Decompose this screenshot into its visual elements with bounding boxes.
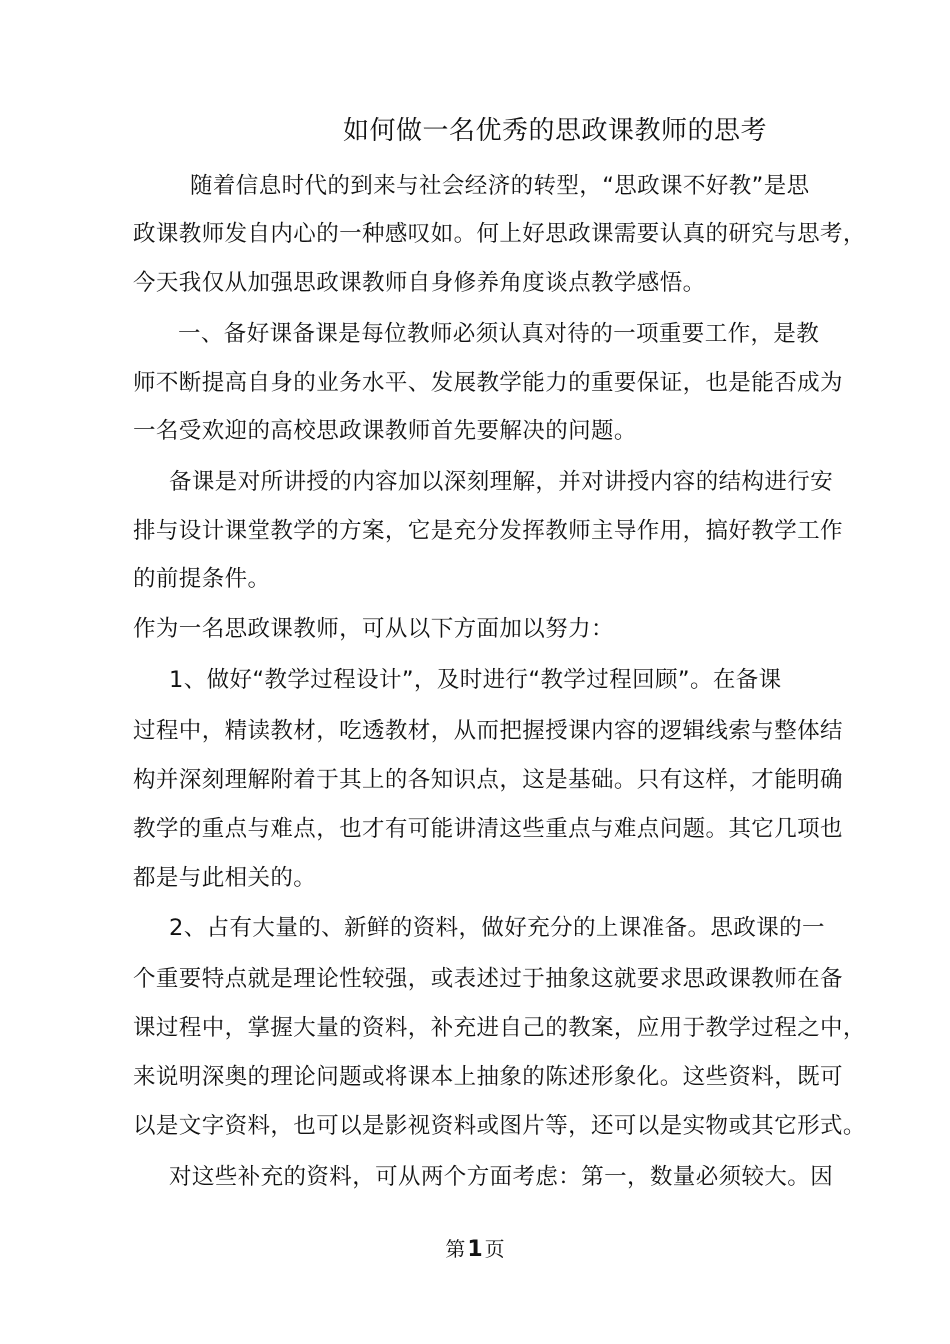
body-line: 一名受欢迎的高校思政课教师首先要解决的问题。 — [133, 418, 637, 444]
footer-prefix: 第 — [445, 1237, 466, 1261]
body-line: 的前提条件。 — [133, 566, 271, 592]
body-line: 一、备好课备课是每位教师必须认真对待的一项重要工作，是教 — [178, 321, 820, 347]
document-title: 如何做一名优秀的思政课教师的思考 — [343, 116, 768, 146]
body-line: 个重要特点就是理论性较强，或表述过于抽象这就要求思政课教师在备 — [133, 966, 843, 992]
body-line: 政课教师发自内心的一种感叹如。何上好思政课需要认真的研究与思考， — [133, 221, 866, 247]
body-line: 对这些补充的资料，可从两个方面考虑：第一，数量必须较大。因 — [169, 1164, 834, 1190]
body-line: 教学的重点与难点，也才有可能讲清这些重点与难点问题。其它几项也 — [133, 816, 843, 842]
body-line: 构并深刻理解附着于其上的各知识点，这是基础。只有这样，才能明确 — [133, 767, 843, 793]
page-footer — [0, 1234, 950, 1265]
body-line: 随着信息时代的到来与社会经济的转型，“思政课不好教”是思 — [190, 173, 810, 199]
footer-suffix: 页 — [484, 1237, 505, 1261]
body-line: 都是与此相关的。 — [133, 865, 317, 891]
body-line: 今天我仅从加强思政课教师自身修养角度谈点教学感悟。 — [133, 270, 706, 296]
body-line: 排与设计课堂教学的方案，它是充分发挥教师主导作用，搞好教学工作 — [133, 518, 843, 544]
body-line: 课过程中，掌握大量的资料，补充进自己的教案，应用于教学过程之中， — [133, 1015, 866, 1041]
body-line: 过程中，精读教材，吃透教材，从而把握授课内容的逻辑线索与整体结 — [133, 718, 843, 744]
body-line: 作为一名思政课教师，可从以下方面加以努力： — [133, 616, 614, 642]
body-line: 师不断提高自身的业务水平、发展教学能力的重要保证，也是能否成为 — [133, 370, 843, 396]
body-line: 备课是对所讲授的内容加以深刻理解，并对讲授内容的结构进行安 — [169, 469, 834, 495]
body-line: 2、占有大量的、新鲜的资料，做好充分的上课准备。思政课的一 — [169, 915, 825, 941]
body-line: 以是文字资料，也可以是影视资料或图片等，还可以是实物或其它形式。 — [133, 1113, 866, 1139]
body-line: 1、做好“教学过程设计”，及时进行“教学过程回顾”。在备课 — [169, 667, 782, 693]
page-number: 1 — [467, 1237, 483, 1262]
body-line: 来说明深奥的理论问题或将课本上抽象的陈述形象化。这些资料，既可 — [133, 1064, 843, 1090]
